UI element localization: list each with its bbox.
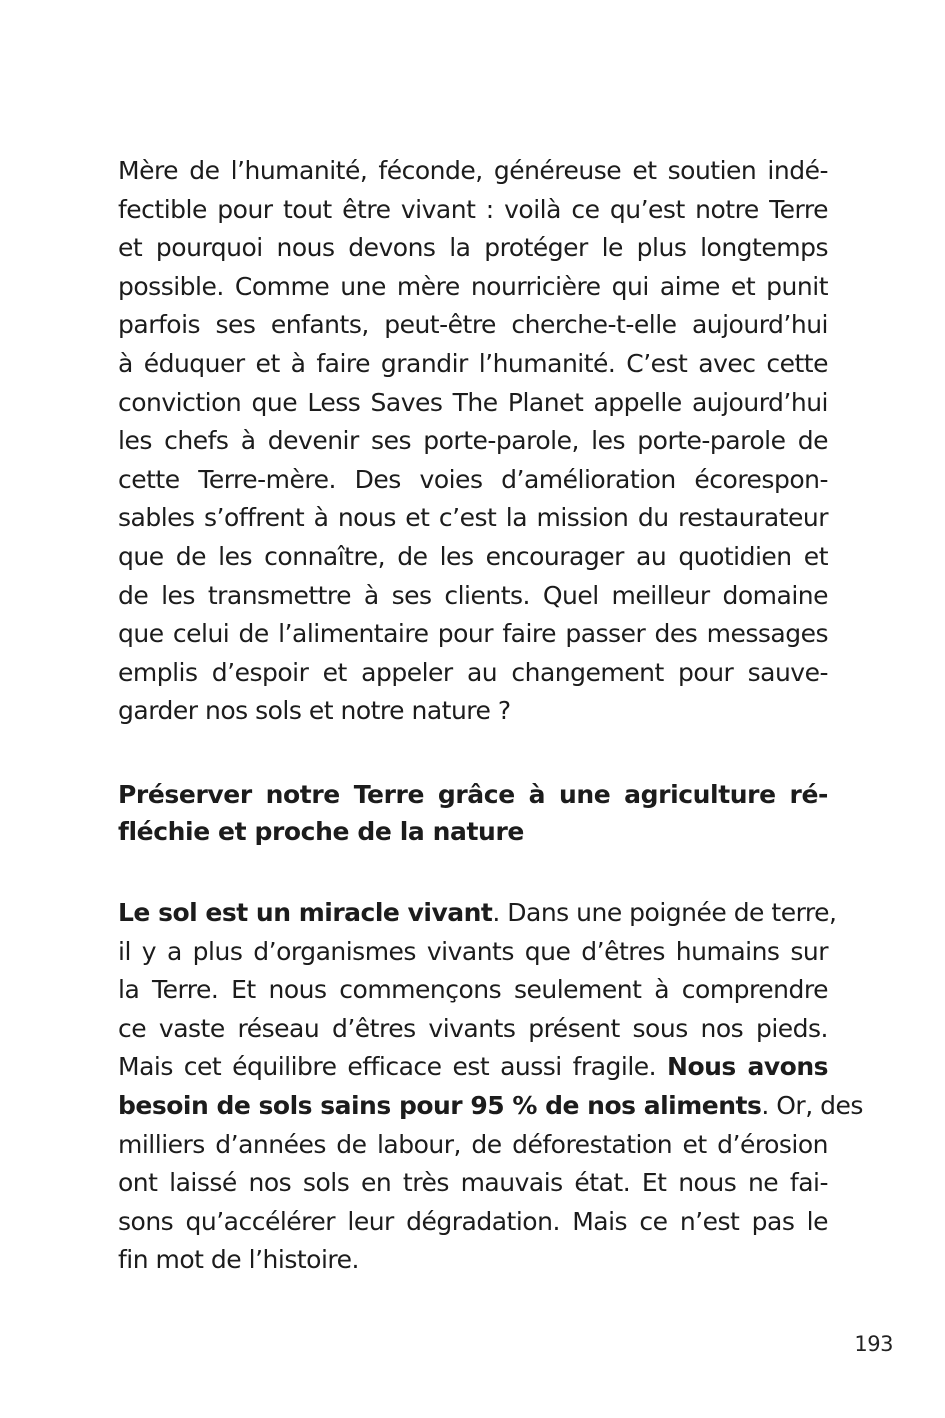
paragraph-line: il y a plus d’organismes vivants que d’êtres humains sur bbox=[118, 936, 828, 966]
body-text: . Or, des bbox=[761, 1090, 863, 1120]
paragraph-line: sons qu’accélérer leur dégradation. Mais ce n’est pas le bbox=[118, 1206, 828, 1236]
paragraph-line: que de les connaître, de les encourager au quotidien et bbox=[118, 541, 828, 571]
body-text: . Dans une poignée de terre, bbox=[492, 898, 837, 927]
paragraph-line bbox=[118, 894, 837, 933]
paragraph-line: cette Terre-mère. Des voies d’amélioration écorespon- bbox=[118, 464, 828, 494]
paragraph-line: conviction que Less Saves The Planet appelle aujourd’hui bbox=[118, 387, 828, 417]
section-heading bbox=[118, 776, 828, 850]
body-text: Mais cet équilibre efficace est aussi fragile. bbox=[118, 1052, 668, 1082]
paragraph-line: Mère de l’humanité, féconde, généreuse et soutien indé- bbox=[118, 156, 828, 185]
heading-line: Préserver notre Terre grâce à une agriculture ré- bbox=[118, 780, 828, 809]
paragraph-line: la Terre. Et nous commençons seulement à comprendre bbox=[118, 975, 828, 1005]
emphasis-text: besoin de sols sains pour 95 % de nos aliments bbox=[118, 1090, 762, 1120]
soil-paragraph bbox=[118, 894, 863, 1280]
paragraph-line: ont laissé nos sols en très mauvais état. Et nous ne fai- bbox=[118, 1168, 828, 1198]
paragraph-line: et pourquoi nous devons la protéger le plus longtemps bbox=[118, 233, 828, 263]
page-number: 193 bbox=[854, 1332, 893, 1356]
paragraph-line: fectible pour tout être vivant : voilà ce qu’est notre Terre bbox=[118, 194, 828, 224]
heading-line: fléchie et proche de la nature bbox=[118, 817, 524, 846]
intro-paragraph bbox=[118, 152, 828, 731]
paragraph-line: emplis d’espoir et appeler au changement pour sauve- bbox=[118, 657, 828, 687]
paragraph-line: à éduquer et à faire grandir l’humanité. C’est avec cette bbox=[118, 348, 828, 378]
paragraph-line: milliers d’années de labour, de déforestation et d’érosion bbox=[118, 1129, 828, 1159]
paragraph-line: garder nos sols et notre nature ? bbox=[118, 696, 511, 726]
emphasis-text: Le sol est un miracle vivant bbox=[118, 898, 493, 927]
paragraph-line: possible. Comme une mère nourricière qui aime et punit bbox=[118, 271, 828, 301]
paragraph-line: sables s’offrent à nous et c’est la mission du restaurateur bbox=[118, 503, 828, 533]
paragraph-line bbox=[118, 1087, 863, 1126]
paragraph-line: que celui de l’alimentaire pour faire passer des messages bbox=[118, 619, 828, 649]
paragraph-line: les chefs à devenir ses porte-parole, les porte-parole de bbox=[118, 426, 828, 456]
paragraph-line: de les transmettre à ses clients. Quel meilleur domaine bbox=[118, 580, 828, 610]
paragraph-line bbox=[118, 1048, 828, 1087]
paragraph-line: parfois ses enfants, peut-être cherche-t-elle aujourd’hui bbox=[118, 310, 828, 340]
paragraph-line: ce vaste réseau d’êtres vivants présent sous nos pieds. bbox=[118, 1013, 828, 1043]
emphasis-text: Nous avons bbox=[667, 1052, 828, 1082]
paragraph-line: fin mot de l’histoire. bbox=[118, 1245, 359, 1275]
